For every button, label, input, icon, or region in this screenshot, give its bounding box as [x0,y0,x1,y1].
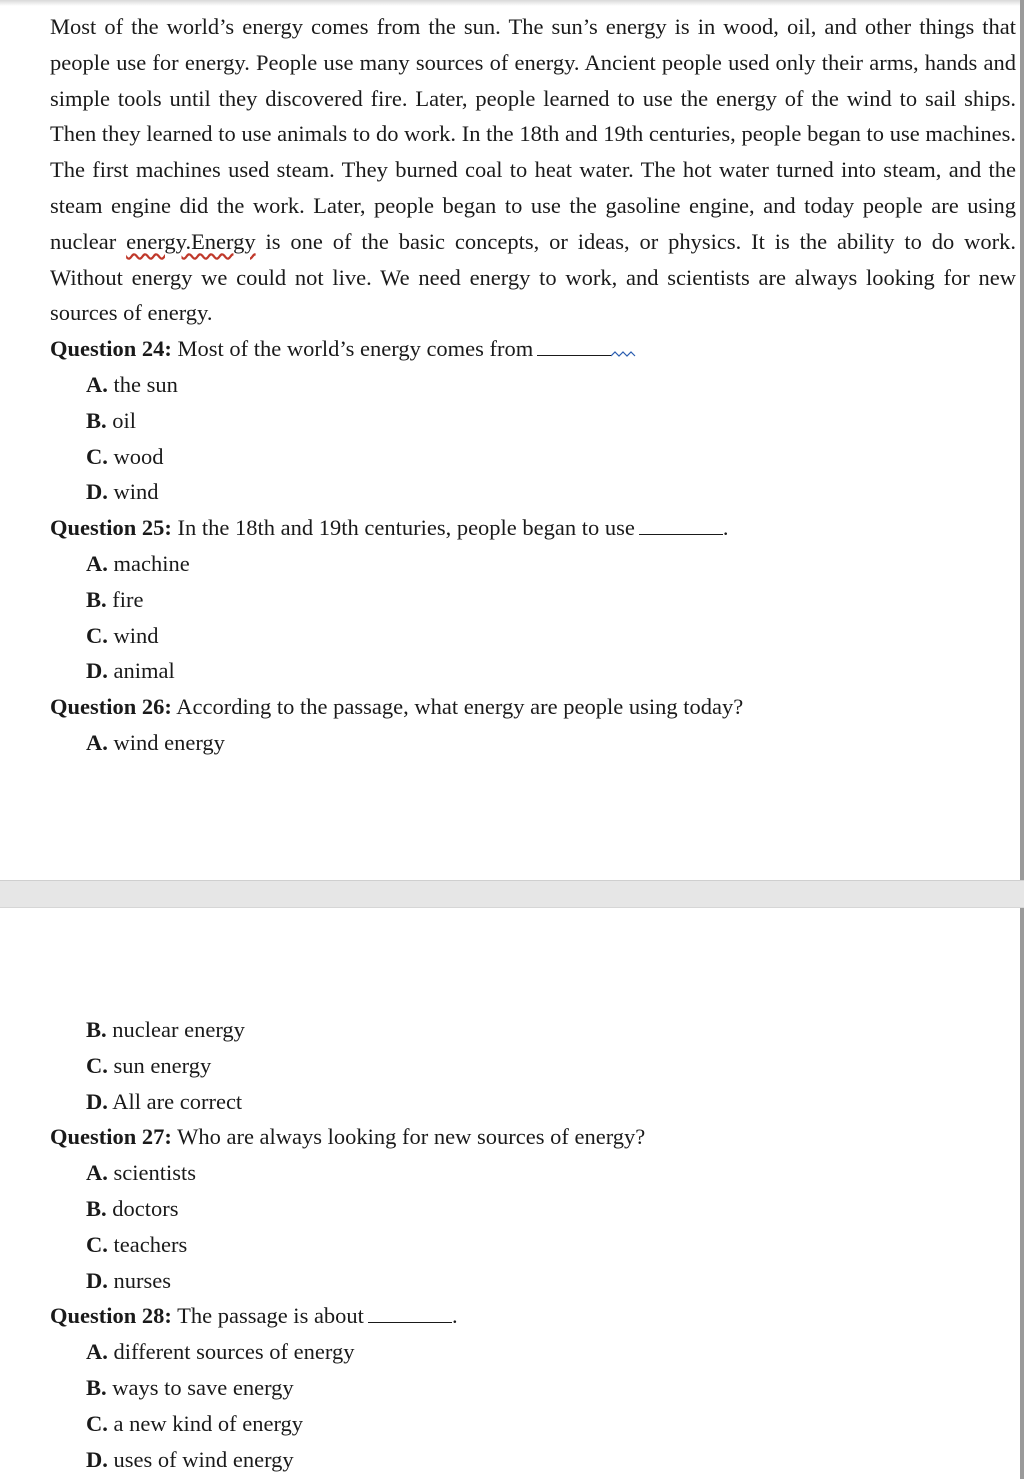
option-text: fire [112,586,144,612]
page-top-edge [0,0,1024,6]
option-26-c[interactable] [50,1048,1016,1084]
option-27-b[interactable] [50,1191,1016,1227]
question-label: Question 27: [50,1124,172,1150]
option-25-a[interactable] [50,546,1016,582]
option-28-a[interactable] [50,1334,1016,1370]
option-text: the sun [113,371,178,397]
question-label: Question 28: [50,1303,172,1329]
option-letter: A. [86,550,108,576]
page-break-divider [0,880,1024,908]
option-text: different sources of energy [113,1339,355,1365]
option-letter: C. [86,622,108,648]
option-letter: B. [86,1017,107,1042]
option-letter: A. [86,1160,108,1186]
option-27-a[interactable] [50,1155,1016,1191]
question-25 [50,510,1016,546]
option-text: animal [113,658,175,684]
option-text: wind energy [113,729,225,755]
page-right-edge [1020,0,1024,1479]
passage-text-start: Most of the world’s energy comes from the sun. The sun’s energy is in wood, oil, and other things that people use for energy. People use many sources of energy. Ancient people used only their arms, hands and simple tools until they discovered fire. Later, people learned to use the energy of the wind to sail ships. Then they learned to use animals to do work. In the 18th and 19th centuries, people began to use machines. The first machines used steam. They burned coal to heat water. The hot water turned into steam, and the steam engine did the work. Later, people began to use the gasoline engine, and today people are using nuclear [50,14,1016,254]
option-25-b[interactable] [50,582,1016,618]
option-27-c[interactable] [50,1227,1016,1263]
question-text: The passage is about [177,1303,364,1329]
question-label: Question 24: [50,336,172,362]
spellcheck-flagged-text[interactable]: energy.Energy [126,228,256,254]
question-end-punctuation: . [451,1303,458,1329]
option-text: scientists [113,1160,196,1186]
answer-blank [639,514,723,535]
option-text: wind [113,622,159,648]
option-26-d[interactable] [50,1084,1016,1120]
option-letter: C. [86,1052,108,1078]
option-28-c[interactable] [50,1406,1016,1442]
option-text: doctors [112,1195,179,1221]
option-letter: B. [86,407,107,433]
question-text: Who are always looking for new sources of energy? [177,1124,646,1150]
option-letter: B. [86,1374,107,1400]
spellcheck-squiggle-icon [611,350,637,358]
upper-page-content [50,9,1016,761]
option-26-a[interactable] [50,725,1016,761]
option-letter: B. [86,586,107,612]
option-text: uses of wind energy [113,1446,294,1472]
option-26-b[interactable] [50,1012,1016,1048]
question-24 [50,331,1016,367]
question-label: Question 25: [50,515,172,541]
option-letter: D. [86,479,108,505]
question-28 [50,1298,1016,1334]
question-27 [50,1119,1016,1155]
option-text: ways to save energy [112,1374,294,1400]
option-letter: B. [86,1195,107,1221]
option-letter: D. [86,1088,108,1114]
answer-blank [368,1302,452,1323]
option-25-c[interactable] [50,618,1016,654]
option-letter: D. [86,1446,108,1472]
option-text: wind [113,479,159,505]
option-24-a[interactable] [50,367,1016,403]
option-text: wood [113,443,164,469]
option-text: teachers [113,1231,188,1257]
option-text: sun energy [113,1052,212,1078]
option-24-b[interactable] [50,403,1016,439]
option-text: a new kind of energy [113,1410,304,1436]
option-letter: C. [86,1410,108,1436]
question-text: In the 18th and 19th centuries, people began to use [177,515,635,541]
option-text: All are correct [112,1088,243,1114]
question-text: According to the passage, what energy are people using today? [176,694,744,720]
option-27-d[interactable] [50,1263,1016,1299]
option-letter: C. [86,1231,108,1257]
option-text: oil [112,407,137,433]
reading-passage [50,9,1016,331]
option-text: nuclear energy [112,1017,245,1042]
question-label: Question 26: [50,694,172,720]
answer-blank [537,336,637,356]
option-letter: A. [86,1339,108,1365]
lower-page-content [50,1012,1016,1477]
option-24-d[interactable] [50,474,1016,510]
question-26 [50,689,1016,725]
option-letter: A. [86,729,108,755]
option-letter: D. [86,1267,108,1293]
option-28-d[interactable] [50,1442,1016,1478]
option-25-d[interactable] [50,653,1016,689]
option-24-c[interactable] [50,439,1016,475]
option-letter: D. [86,658,108,684]
option-letter: A. [86,371,108,397]
option-text: nurses [113,1267,171,1293]
option-28-b[interactable] [50,1370,1016,1406]
option-letter: C. [86,443,108,469]
question-text: Most of the world’s energy comes from [177,336,534,362]
passage-text-end: is one of the basic concepts, or ideas, or physics. It is the ability to do work. Without energy we could not live. We need energy to work, and scientists are always looking for new sources of energy. [50,228,1016,326]
question-end-punctuation: . [722,515,729,541]
option-text: machine [113,550,190,576]
